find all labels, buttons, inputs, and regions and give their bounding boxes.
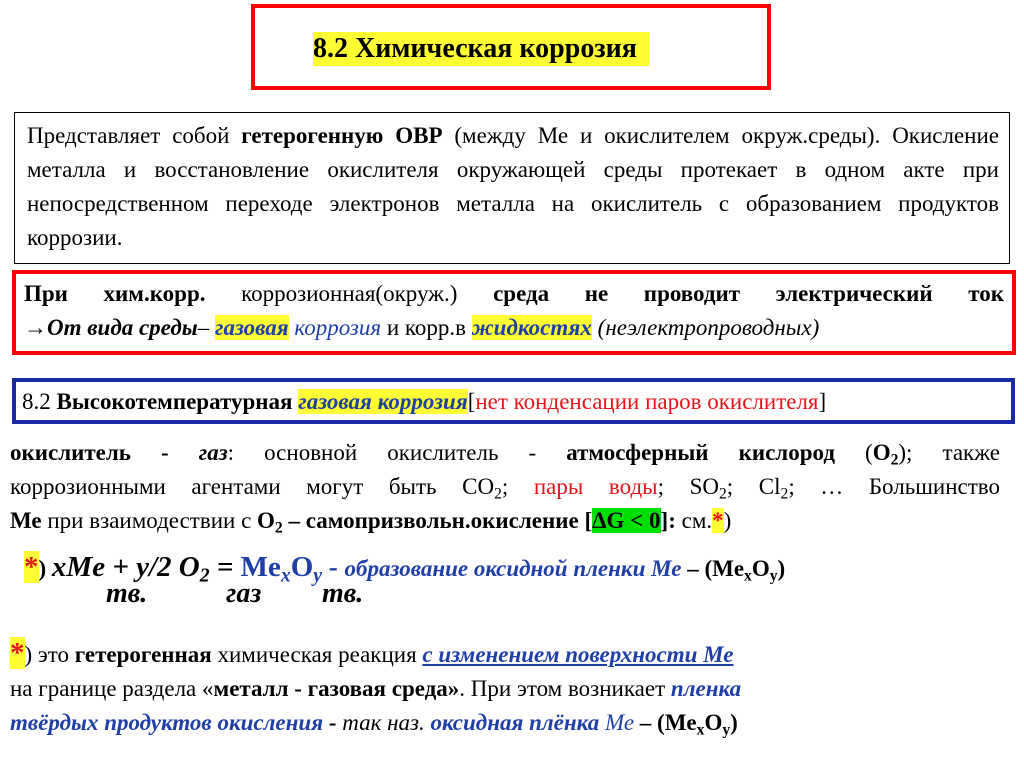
definition-text — [27, 119, 999, 255]
note-formula: O — [704, 710, 723, 735]
formula-o: O — [751, 556, 770, 581]
title-box — [251, 4, 771, 90]
body-text: ( — [834, 440, 873, 465]
note-dash: – ( — [634, 710, 665, 735]
formula-description: образование оксидной пленки Ме — [344, 556, 682, 581]
note-formula: ) — [730, 710, 738, 735]
formula-paren: ) — [38, 556, 52, 581]
note-italic: так наз. — [342, 710, 431, 735]
note-line-3 — [10, 706, 1010, 740]
subscript: 2 — [274, 519, 283, 537]
delta-g-highlight: ΔG < 0 — [592, 508, 661, 533]
chem-bold: среда не проводит электрический ток — [493, 281, 1004, 306]
section-bold: Высокотемпературная — [56, 389, 293, 414]
liquid-highlight: жидкостях — [471, 315, 592, 340]
section-red-note: нет конденсации паров окислителя — [475, 389, 819, 414]
chem-dash: – — [197, 315, 215, 340]
subscript: y — [722, 721, 731, 739]
body-text: ); также — [898, 440, 1000, 465]
note-underlined: с изменением поверхности Ме — [422, 642, 734, 667]
body-text: при взаимодествии с — [41, 508, 258, 533]
note-line-2 — [10, 672, 1010, 706]
chem-line-1 — [24, 277, 1004, 311]
body-bold: Ме — [10, 508, 42, 533]
chem-italic: (неэлектропроводных) — [591, 315, 820, 340]
note-italic: Ме — [599, 710, 635, 735]
note-bold: гетерогенная — [74, 642, 212, 667]
subscript: 2 — [890, 451, 899, 469]
body-text: ; — [501, 474, 534, 499]
note-bold: металл - газовая среда» — [213, 676, 460, 701]
subscript: 2 — [494, 485, 502, 503]
note-line-1 — [10, 636, 1010, 672]
bracket: [ — [467, 389, 476, 414]
asterisk-icon: * — [24, 551, 39, 583]
oxidizer-paragraph — [10, 436, 1000, 538]
note-bold-italic: твёрдых продуктов окисления — [10, 710, 324, 735]
note-formula: Me — [664, 710, 697, 735]
chem-corrosion-box — [12, 270, 1016, 355]
formula-o: O — [872, 440, 891, 465]
section-number: 8.2 — [22, 389, 57, 414]
note-text: химическая реакция — [211, 642, 423, 667]
body-text: ; … Большинство — [788, 474, 1001, 499]
arrow-icon: → — [24, 315, 47, 340]
bracket: ] — [818, 389, 827, 414]
body-text: ) — [723, 508, 732, 533]
body-bold: ]: — [660, 508, 676, 533]
subscript: y — [769, 567, 778, 585]
formula-product: Me — [240, 551, 281, 583]
gas-highlight: газовая — [214, 315, 289, 340]
formula-paren: ) — [777, 556, 786, 581]
subscript: y — [313, 564, 323, 587]
formula-reactants: xMe + y/2 O — [51, 551, 200, 583]
note-text: на границе раздела « — [10, 676, 214, 701]
subscript: 2 — [718, 485, 727, 503]
note-text: . При этом возникает — [459, 676, 671, 701]
chem-italic: коррозия — [288, 315, 382, 340]
formula-paren: – (Me — [681, 556, 745, 581]
body-bold: окислитель - — [10, 440, 199, 465]
asterisk-icon: * — [712, 508, 724, 533]
subscript: x — [280, 564, 291, 587]
phase-solid-label: тв. — [106, 578, 148, 609]
body-text: ; SO — [657, 474, 719, 499]
body-text: см. — [675, 508, 713, 533]
formula-equals: = — [209, 551, 241, 583]
body-text: : основной окислитель - — [227, 440, 567, 465]
chem-text: коррозионная(окруж.) — [205, 281, 494, 306]
subscript: 2 — [780, 485, 789, 503]
note-text: ) это — [24, 642, 75, 667]
formula-dash: - — [322, 552, 345, 582]
note-dash: - — [323, 710, 343, 735]
phase-gas-label: газ — [226, 578, 262, 609]
subscript: x — [696, 721, 705, 739]
body-text: коррозионными агентами могут быть CO — [10, 474, 495, 499]
section-highlight: газовая коррозия — [298, 389, 468, 414]
formula-phase-labels — [24, 578, 1014, 616]
chem-text: и корр.в — [381, 315, 472, 340]
reaction-formula — [24, 548, 1014, 616]
body-line-1 — [10, 436, 1000, 470]
body-line-3 — [10, 504, 1000, 538]
subscript: 2 — [199, 564, 210, 587]
body-bold-italic: газ — [198, 440, 228, 465]
formula-product: O — [290, 551, 314, 583]
definition-part: Представляет собой — [27, 123, 242, 148]
body-text: ; Cl — [726, 474, 781, 499]
heterogeneous-note — [10, 636, 1010, 740]
formula-line — [24, 548, 1014, 586]
definition-part: (между Ме и окислителем окруж.среды). Окисление металла и восстановление окислителя окружающей среды протекает в одном акте при непосредственном переходе электронов металла на окислитель с образованием продуктов коррозии. — [27, 123, 1000, 250]
body-bold: – самопризвольн.окисление [ — [282, 508, 593, 533]
subscript: x — [744, 567, 752, 585]
note-bold-italic: пленка — [670, 676, 742, 701]
chem-term: При хим.корр. — [24, 281, 206, 306]
page-title: 8.2 Химическая коррозия — [313, 32, 649, 66]
water-vapor: пары воды — [533, 474, 658, 499]
definition-term: гетерогенную ОВР — [241, 123, 443, 148]
body-bold: атмосферный кислород — [566, 440, 835, 465]
note-bold-italic: оксидная плёнка — [430, 710, 600, 735]
chem-line-2 — [24, 311, 1004, 345]
body-line-2 — [10, 470, 1000, 504]
phase-solid-label: тв. — [322, 578, 364, 609]
asterisk-icon: * — [10, 637, 25, 669]
definition-box — [14, 112, 1010, 264]
chem-bold-italic: От вида среды — [47, 315, 198, 340]
section-heading-box — [12, 378, 1015, 424]
formula-o: O — [257, 508, 275, 533]
